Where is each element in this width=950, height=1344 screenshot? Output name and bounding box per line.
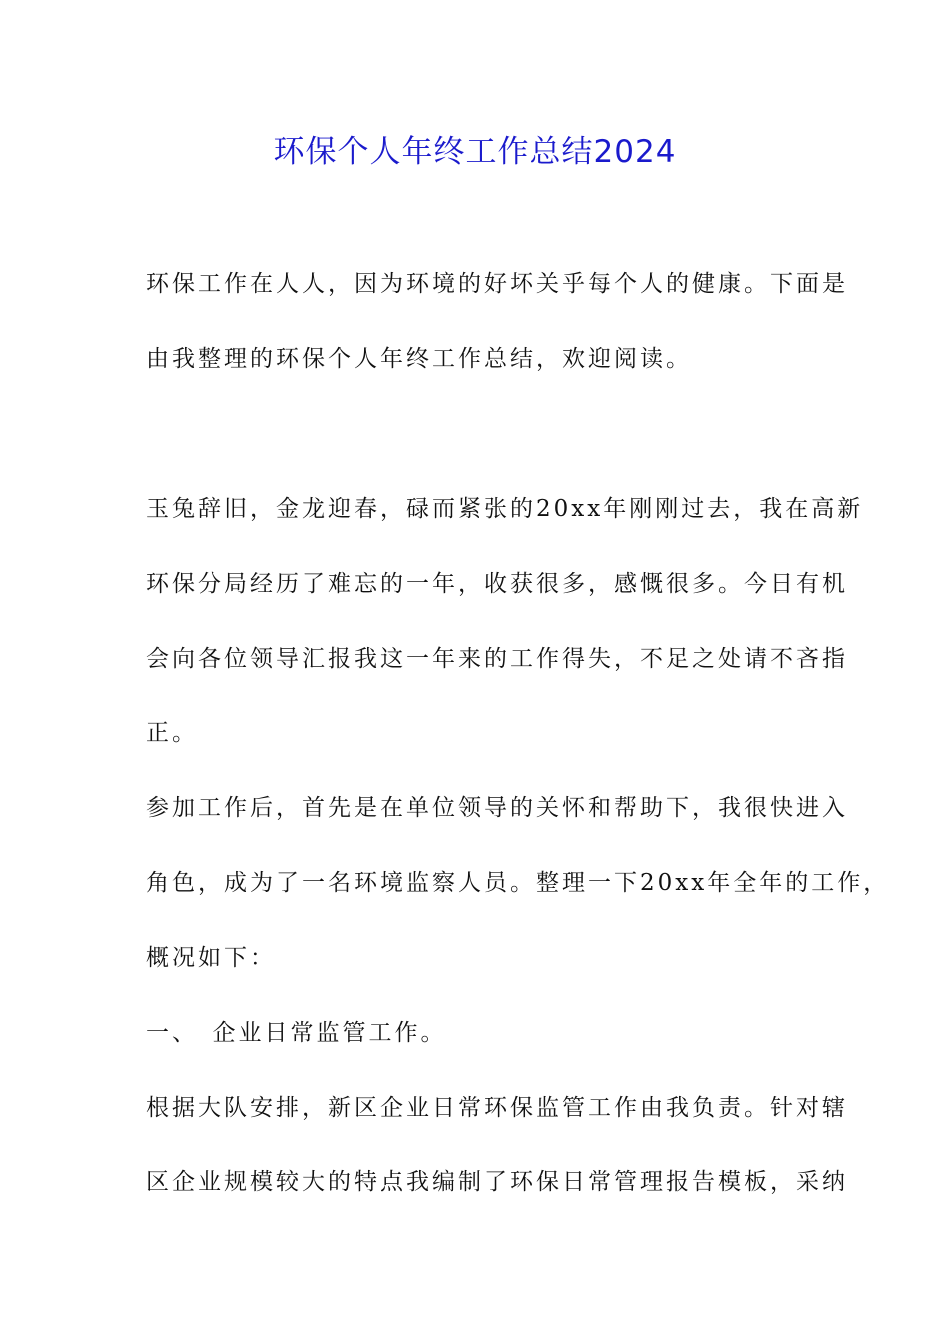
paragraph-line: 区企业规模较大的特点我编制了环保日常管理报告模板，采纳: [146, 1169, 848, 1195]
paragraph-line: 玉兔辞旧，金龙迎春，碌而紧张的20xx年刚刚过去，我在高新: [146, 496, 864, 522]
paragraph-line: 由我整理的环保个人年终工作总结，欢迎阅读。: [146, 346, 692, 372]
section-heading: 一、 企业日常监管工作。: [146, 1020, 447, 1046]
paragraph-line: 正。: [146, 720, 198, 746]
paragraph-line: 会向各位领导汇报我这一年来的工作得失，不足之处请不吝指: [146, 646, 848, 672]
paragraph-line: 根据大队安排，新区企业日常环保监管工作由我负责。针对辖: [146, 1095, 848, 1121]
paragraph-line: 环保工作在人人，因为环境的好坏关乎每个人的健康。下面是: [146, 271, 848, 297]
paragraph-line: 环保分局经历了难忘的一年，收获很多，感慨很多。今日有机: [146, 571, 848, 597]
document-title: 环保个人年终工作总结2024: [273, 134, 677, 170]
paragraph-line: 概况如下：: [146, 945, 276, 971]
paragraph-line: 角色，成为了一名环境监察人员。整理一下20xx年全年的工作，: [146, 870, 890, 896]
paragraph-line: 参加工作后，首先是在单位领导的关怀和帮助下，我很快进入: [146, 795, 848, 821]
